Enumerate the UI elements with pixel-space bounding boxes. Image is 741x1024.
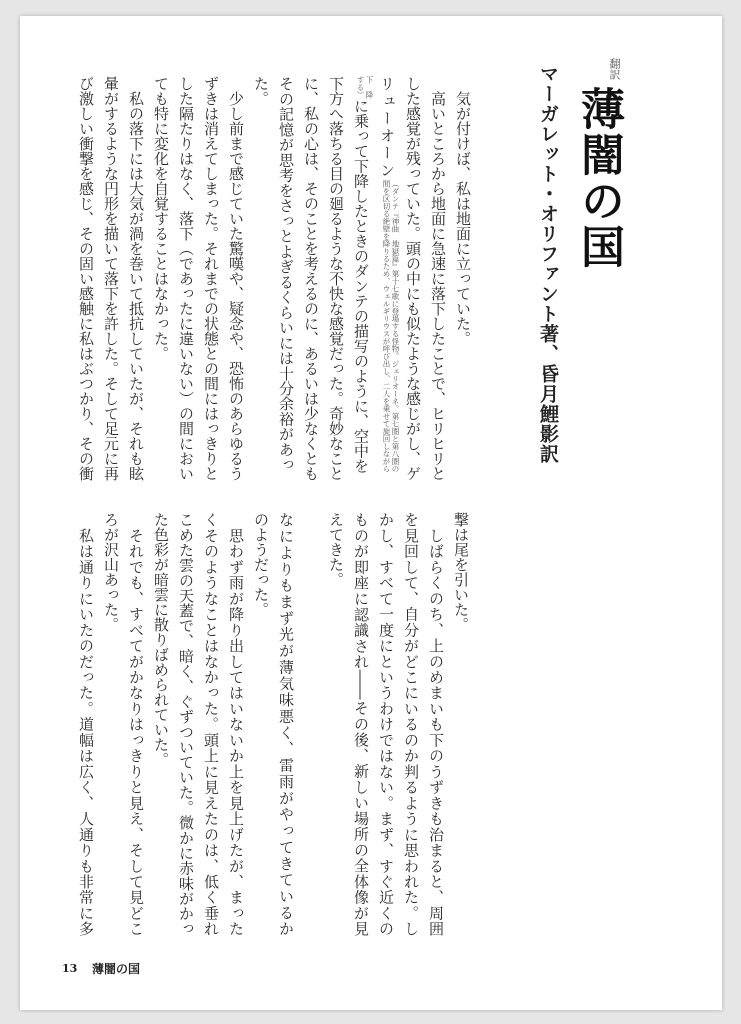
text-line — [448, 512, 473, 936]
line-text: 少し前まで感じていた驚嘆や、疑念や、恐怖のあらゆるう — [227, 76, 245, 481]
text-line — [148, 512, 173, 936]
text-line — [198, 512, 223, 936]
author-credit: マーガレット・オリファント著、昏月鯉影訳 — [537, 64, 559, 464]
annotation-line: 間を区切る絶壁を降りるため、ウェルギリウスが呼び出し、二人を乗せて旋回しながら — [382, 179, 391, 472]
text-line — [248, 512, 273, 936]
warichu-annotation — [356, 76, 374, 99]
text-line — [348, 76, 374, 472]
text-line — [423, 512, 448, 936]
text-line — [123, 76, 148, 481]
text-line — [298, 512, 323, 936]
line-text: 私は通りにいたのだった。道幅は広く、人通りも非常に多 — [77, 512, 95, 936]
text-line — [198, 76, 223, 481]
text-line — [173, 512, 198, 936]
line-text: なによりもまず光が薄気味悪く、雷雨がやってきているか — [277, 512, 295, 936]
line-text: 暈がするような円形を描いて落下を許した。そして足元に再 — [102, 76, 120, 481]
annotation-line: 下降 — [365, 76, 374, 99]
line-text: えてきた。 — [327, 512, 345, 587]
text-line — [98, 76, 123, 481]
line-text: こめた雲の天蓋で、暗く、ぐずついていた。微かに赤味がかっ — [177, 512, 195, 936]
text-line — [273, 76, 298, 472]
line-text: に、私の心は、そのことを考えるのに、あるいは少なくとも — [302, 76, 320, 481]
text-line — [223, 76, 248, 481]
text-line — [374, 76, 400, 472]
line-text: くそのようなことはなかった。頭上に見えたのは、低く垂れ — [202, 512, 220, 937]
line-text: しばらくのち、上のめまいも下のうずきも治まると、周囲 — [427, 512, 445, 936]
text-line — [223, 512, 248, 936]
text-line — [398, 512, 423, 936]
text-line — [373, 512, 398, 936]
text-line — [73, 76, 98, 481]
line-text: ても特に変化を自覚することはなかった。 — [152, 76, 170, 361]
text-line — [123, 512, 148, 936]
line-text: を見回して、自分がどこにいるのか判るように思われた。し — [402, 512, 420, 937]
line-text: た色彩が暗雲に散りばめられていた。 — [152, 512, 170, 767]
text-line — [148, 76, 173, 472]
annotation-line: （ダンテ『神曲 地獄篇』第十七歌に登場する怪物。ジェリオーネ。第七圏と第八圏の — [391, 179, 400, 472]
text-line — [273, 512, 298, 936]
annotation-line: する） — [356, 76, 365, 99]
page-number: 13 — [62, 962, 78, 975]
text-line — [400, 76, 425, 481]
line-text: その記憶が思考をさっとよぎるくらいには十分余裕があっ — [277, 76, 295, 472]
line-text: リューオーン — [378, 76, 396, 180]
line-text: した感覚が残っていた。頭の中にも似たような感じがし、ゲ — [404, 76, 422, 481]
line-text: ものが即座に認識され――その後、新しい場所の全体像が見 — [352, 512, 370, 936]
text-line — [348, 512, 373, 936]
line-text: ろが沢山あった。 — [102, 512, 120, 632]
line-text: のようだった。 — [252, 512, 270, 617]
text-line — [323, 76, 348, 481]
line-text: それでも、すべてがかなりはっきりと見え、そして見どこ — [127, 512, 145, 936]
line-text: 気が付けば、私は地面に立っていた。 — [454, 76, 472, 346]
line-text: た。 — [252, 76, 270, 106]
line-text: 高いところから地面に急速に落下したことで、ヒリヒリと — [429, 76, 447, 481]
article-title: 薄闇の国 — [573, 86, 624, 270]
text-line — [450, 76, 475, 472]
text-line — [173, 76, 198, 481]
body-text-upper — [73, 76, 475, 481]
line-text: び激しい衝撃を感じ、その固い感触に私はぶつかり、その衝 — [77, 76, 95, 481]
line-text: 私の落下には大気が渦を巻いて抵抗していたが、それも眩 — [127, 76, 145, 481]
line-text: した隔たりはなく、落下（であったに違いない）の間におい — [177, 76, 195, 481]
text-line — [425, 76, 450, 481]
running-title: 薄闇の国 — [92, 962, 141, 976]
line-text: 思わず雨が降り出してはいないか上を見上げたが、まった — [227, 512, 245, 937]
text-line — [73, 512, 98, 936]
section-label: 翻訳 — [608, 58, 621, 80]
line-text: 下方へ落ちる目の廻るような不快な感覚だった。奇妙なこと — [327, 76, 345, 481]
text-line — [323, 512, 348, 936]
line-text: 撃は尾を引いた。 — [452, 512, 470, 632]
text-line — [98, 512, 123, 936]
line-text: ずきは消えてしまった。それまでの状態との間にはっきりと — [202, 76, 220, 481]
warichu-annotation — [382, 180, 400, 473]
line-text: に乗って下降したときのダンテの描写のように、空中を — [352, 98, 370, 474]
text-line — [298, 76, 323, 481]
line-text: かし、すべて一度にというわけではない。まず、すぐ近くの — [377, 512, 395, 936]
text-line — [248, 76, 273, 472]
body-text-lower — [73, 512, 473, 936]
